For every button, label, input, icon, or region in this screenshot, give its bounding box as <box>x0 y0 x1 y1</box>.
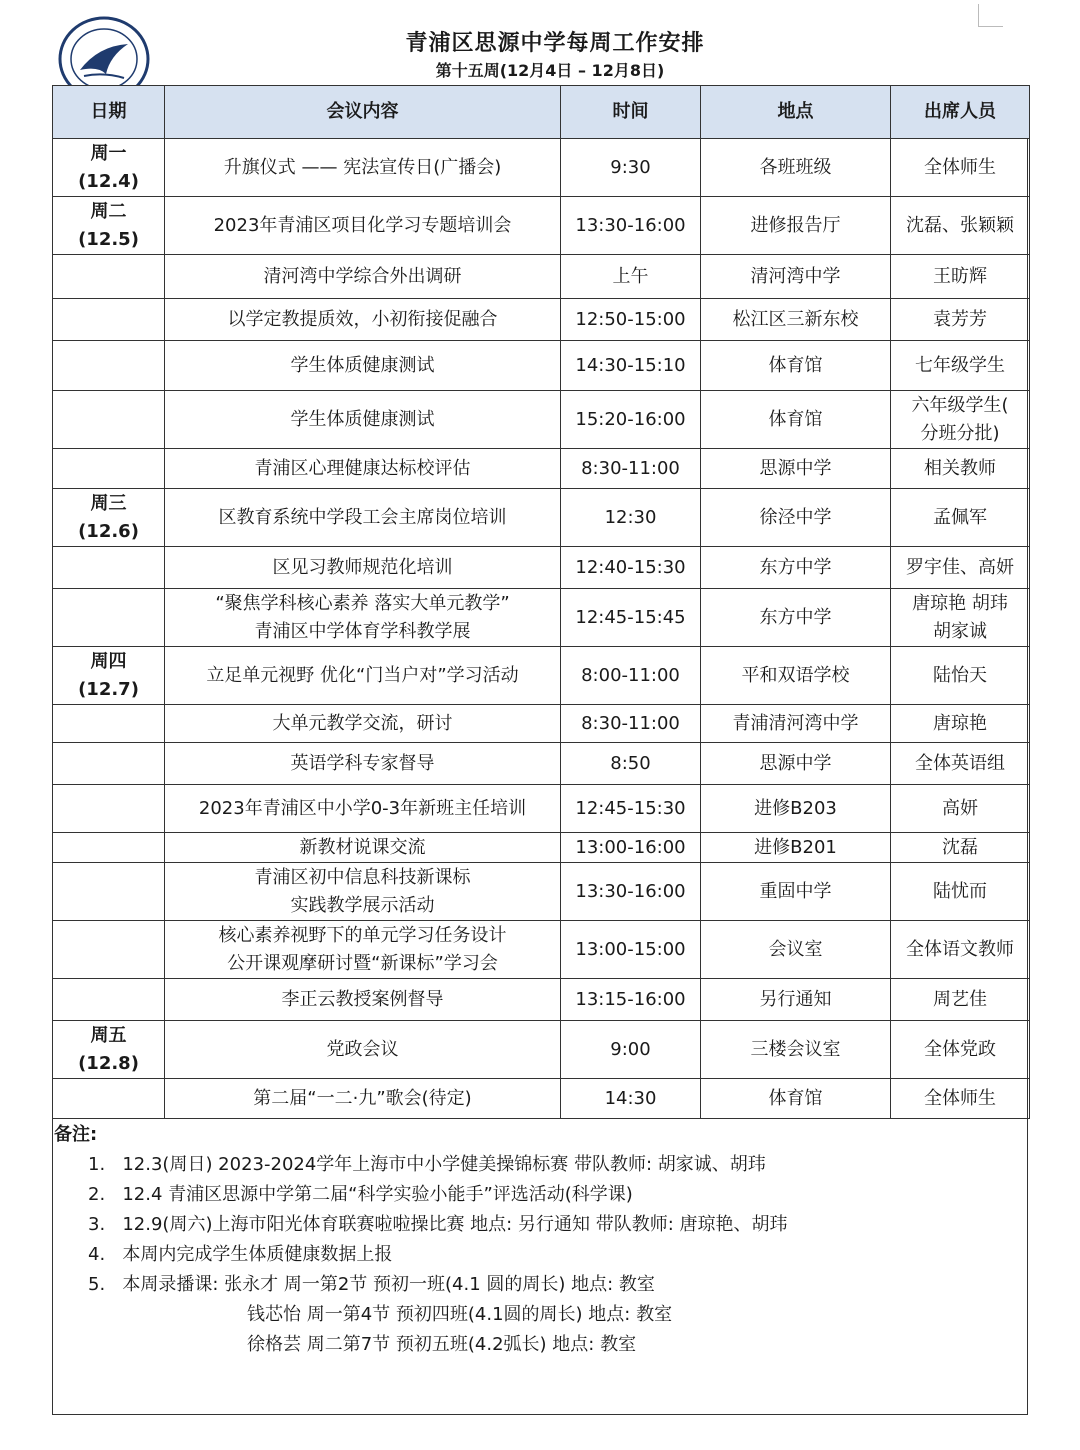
column-header-content: 会议内容 <box>165 86 561 139</box>
content-cell <box>165 391 561 449</box>
attendees-cell <box>891 921 1030 979</box>
place-cell <box>701 743 891 785</box>
meeting-time: 9:00 <box>610 1038 651 1060</box>
table-row <box>53 255 1030 299</box>
meeting-place: 平和双语学校 <box>741 664 850 686</box>
meeting-attendees: 沈磊、张颖颖 <box>906 214 1014 236</box>
meeting-content: 2023年青浦区中小学0-3年新班主任培训 <box>198 797 527 819</box>
table-row <box>53 449 1030 489</box>
meeting-place: 另行通知 <box>759 988 832 1010</box>
meeting-time: 8:50 <box>610 752 651 774</box>
meeting-content: “聚焦学科核心素养 落实大单元教学” <box>215 592 510 614</box>
place-cell <box>701 785 891 833</box>
meeting-attendees: 陆忧而 <box>933 880 987 902</box>
date-cell <box>53 489 165 547</box>
content-cell <box>165 197 561 255</box>
table-row <box>53 743 1030 785</box>
column-header-attendees: 出席人员 <box>891 86 1030 139</box>
date-label: (12.4) <box>78 170 139 192</box>
attendees-cell <box>891 489 1030 547</box>
meeting-attendees: 袁芳芳 <box>933 308 987 330</box>
date-cell <box>53 1021 165 1079</box>
table-row <box>53 299 1030 341</box>
meeting-time: 13:00-15:00 <box>575 938 686 960</box>
table-row <box>53 833 1030 863</box>
meeting-attendees: 相关教师 <box>924 457 996 479</box>
meeting-content-line2: 公开课观摩研讨暨“新课标”学习会 <box>227 952 498 974</box>
meeting-attendees: 全体英语组 <box>915 752 1005 774</box>
table-row <box>53 785 1030 833</box>
meeting-attendees-line2: 胡家诚 <box>933 620 987 642</box>
meeting-time: 13:30-16:00 <box>575 880 686 902</box>
note-item: 1. 12.3(周日) 2023-2024学年上海市中小学健美操锦标赛 带队教师: 胡家诚、胡玮 <box>88 1154 766 1175</box>
place-cell <box>701 197 891 255</box>
place-cell <box>701 833 891 863</box>
meeting-content: 青浦区心理健康达标校评估 <box>254 457 471 479</box>
meeting-content: 学生体质健康测试 <box>290 408 435 430</box>
meeting-attendees: 唐琼艳 <box>933 712 987 734</box>
meeting-place: 松江区三新东校 <box>732 308 859 330</box>
time-cell <box>561 197 701 255</box>
place-cell <box>701 705 891 743</box>
content-cell <box>165 341 561 391</box>
date-cell <box>53 589 165 647</box>
meeting-time: 12:50-15:00 <box>575 308 686 330</box>
table-row <box>53 979 1030 1021</box>
note-item: 3. 12.9(周六)上海市阳光体育联赛啦啦操比赛 地点: 另行通知 带队教师: 唐琼艳、胡玮 <box>88 1214 788 1235</box>
attendees-cell <box>891 139 1030 197</box>
content-cell <box>165 705 561 743</box>
meeting-place: 体育馆 <box>768 408 823 430</box>
time-cell <box>561 489 701 547</box>
place-cell <box>701 863 891 921</box>
date-cell <box>53 139 165 197</box>
meeting-time: 上午 <box>612 265 649 287</box>
table-row <box>53 341 1030 391</box>
date-cell <box>53 921 165 979</box>
time-cell <box>561 743 701 785</box>
column-header-place: 地点 <box>701 86 891 139</box>
place-cell <box>701 341 891 391</box>
content-cell <box>165 299 561 341</box>
content-cell <box>165 1021 561 1079</box>
meeting-content-line2: 实践教学展示活动 <box>290 894 435 916</box>
date-cell <box>53 979 165 1021</box>
content-cell <box>165 255 561 299</box>
table-row <box>53 547 1030 589</box>
meeting-place: 思源中学 <box>759 752 832 774</box>
table-row <box>53 589 1030 647</box>
meeting-attendees: 王昉辉 <box>933 265 987 287</box>
meeting-place: 东方中学 <box>759 556 832 578</box>
meeting-attendees: 全体语文教师 <box>906 938 1014 960</box>
date-cell <box>53 449 165 489</box>
notes-title: 备注: <box>54 1124 98 1145</box>
content-cell <box>165 785 561 833</box>
attendees-cell <box>891 647 1030 705</box>
date-cell <box>53 863 165 921</box>
note-item: 5. 本周录播课: 张永才 周一第2节 预初一班(4.1 圆的周长) 地点: 教室 <box>88 1274 655 1295</box>
meeting-content: 新教材说课交流 <box>299 836 426 858</box>
time-cell <box>561 341 701 391</box>
time-cell <box>561 547 701 589</box>
meeting-place: 思源中学 <box>759 457 832 479</box>
meeting-place: 体育馆 <box>768 1087 823 1109</box>
note-item: 4. 本周内完成学生体质健康数据上报 <box>88 1244 393 1265</box>
page-title: 青浦区思源中学每周工作安排 <box>405 31 705 56</box>
attendees-cell <box>891 255 1030 299</box>
attendees-cell <box>891 341 1030 391</box>
meeting-place: 各班班级 <box>759 156 832 178</box>
content-cell <box>165 647 561 705</box>
time-cell <box>561 921 701 979</box>
meeting-place: 清河湾中学 <box>750 265 841 287</box>
meeting-content: 青浦区初中信息科技新课标 <box>254 866 471 888</box>
schedule-body <box>53 139 1030 1119</box>
meeting-place: 体育馆 <box>768 354 823 376</box>
page-corner-mark <box>978 4 1003 27</box>
time-cell <box>561 449 701 489</box>
meeting-place: 进修B201 <box>754 836 837 858</box>
meeting-place: 进修B203 <box>754 797 837 819</box>
column-header-time: 时间 <box>561 86 701 139</box>
attendees-cell <box>891 1021 1030 1079</box>
meeting-attendees: 六年级学生( <box>911 394 1009 416</box>
meeting-place: 东方中学 <box>759 606 832 628</box>
place-cell <box>701 547 891 589</box>
content-cell <box>165 139 561 197</box>
table-row <box>53 197 1030 255</box>
place-cell <box>701 921 891 979</box>
meeting-time: 12:40-15:30 <box>575 556 686 578</box>
meeting-time: 9:30 <box>610 156 651 178</box>
meeting-time: 13:15-16:00 <box>575 988 686 1010</box>
attendees-cell <box>891 197 1030 255</box>
place-cell <box>701 391 891 449</box>
time-cell <box>561 589 701 647</box>
note-item: 2. 12.4 青浦区思源中学第二届“科学实验小能手”评选活动(科学课) <box>88 1184 633 1205</box>
time-cell <box>561 1079 701 1119</box>
content-cell <box>165 489 561 547</box>
meeting-attendees-line2: 分班分批) <box>920 422 1000 444</box>
meeting-content: 2023年青浦区项目化学习专题培训会 <box>213 214 512 236</box>
meeting-content: 区见习教师规范化培训 <box>272 556 453 578</box>
meeting-attendees: 周艺佳 <box>933 988 987 1010</box>
content-cell <box>165 1079 561 1119</box>
meeting-time: 12:45-15:45 <box>575 606 686 628</box>
time-cell <box>561 255 701 299</box>
time-cell <box>561 139 701 197</box>
date-cell <box>53 647 165 705</box>
place-cell <box>701 255 891 299</box>
schedule-table <box>52 85 1030 1119</box>
place-cell <box>701 979 891 1021</box>
meeting-content: 第二届“一二·九”歌会(待定) <box>253 1087 472 1109</box>
meeting-attendees: 沈磊 <box>942 836 978 858</box>
meeting-attendees: 陆怡天 <box>933 664 987 686</box>
meeting-place: 重固中学 <box>759 880 832 902</box>
meeting-attendees: 七年级学生 <box>915 354 1005 376</box>
content-cell <box>165 833 561 863</box>
weekday-label: 周三 <box>90 492 127 514</box>
meeting-content: 英语学科专家督导 <box>290 752 435 774</box>
page-subtitle: 第十五周(12月4日 – 12月8日) <box>435 61 665 80</box>
place-cell <box>701 1079 891 1119</box>
time-cell <box>561 1021 701 1079</box>
time-cell <box>561 979 701 1021</box>
content-cell <box>165 743 561 785</box>
place-cell <box>701 589 891 647</box>
attendees-cell <box>891 1079 1030 1119</box>
table-row <box>53 1079 1030 1119</box>
meeting-time: 14:30-15:10 <box>575 354 686 376</box>
attendees-cell <box>891 743 1030 785</box>
meeting-content: 区教育系统中学段工会主席岗位培训 <box>218 506 507 528</box>
table-row <box>53 921 1030 979</box>
meeting-attendees: 全体党政 <box>924 1038 996 1060</box>
date-label: (12.6) <box>78 520 139 542</box>
date-cell <box>53 341 165 391</box>
meeting-content: 党政会议 <box>326 1038 399 1060</box>
time-cell <box>561 705 701 743</box>
attendees-cell <box>891 833 1030 863</box>
table-row <box>53 705 1030 743</box>
meeting-attendees: 全体师生 <box>924 1087 996 1109</box>
table-row <box>53 863 1030 921</box>
time-cell <box>561 391 701 449</box>
date-cell <box>53 299 165 341</box>
content-cell <box>165 921 561 979</box>
attendees-cell <box>891 863 1030 921</box>
table-row <box>53 489 1030 547</box>
date-cell <box>53 547 165 589</box>
time-cell <box>561 647 701 705</box>
date-cell <box>53 705 165 743</box>
table-row <box>53 391 1030 449</box>
attendees-cell <box>891 547 1030 589</box>
date-cell <box>53 743 165 785</box>
meeting-time: 12:45-15:30 <box>575 797 686 819</box>
place-cell <box>701 299 891 341</box>
time-cell <box>561 863 701 921</box>
meeting-content: 升旗仪式 —— 宪法宣传日(广播会) <box>223 156 502 178</box>
meeting-content-line2: 青浦区中学体育学科教学展 <box>254 620 471 642</box>
note-item-continued: 徐格芸 周二第7节 预初五班(4.2弧长) 地点: 教室 <box>247 1334 637 1355</box>
weekday-label: 周二 <box>90 200 127 222</box>
date-cell <box>53 255 165 299</box>
time-cell <box>561 833 701 863</box>
time-cell <box>561 785 701 833</box>
attendees-cell <box>891 449 1030 489</box>
date-cell <box>53 197 165 255</box>
date-label: (12.8) <box>78 1052 139 1074</box>
meeting-attendees: 唐琼艳 胡玮 <box>912 592 1008 614</box>
date-cell <box>53 391 165 449</box>
column-header-date: 日期 <box>53 86 165 139</box>
content-cell <box>165 979 561 1021</box>
meeting-time: 14:30 <box>604 1087 657 1109</box>
place-cell <box>701 489 891 547</box>
meeting-time: 8:30-11:00 <box>581 712 680 734</box>
meeting-place: 进修报告厅 <box>750 214 841 236</box>
meeting-place: 会议室 <box>768 938 823 960</box>
attendees-cell <box>891 589 1030 647</box>
attendees-cell <box>891 785 1030 833</box>
table-header-row <box>53 86 1030 139</box>
meeting-attendees: 孟佩军 <box>933 506 987 528</box>
table-row <box>53 647 1030 705</box>
weekday-label: 周四 <box>90 650 127 672</box>
meeting-place: 三楼会议室 <box>750 1038 841 1060</box>
attendees-cell <box>891 705 1030 743</box>
date-label: (12.7) <box>78 678 139 700</box>
meeting-time: 13:00-16:00 <box>575 836 686 858</box>
attendees-cell <box>891 979 1030 1021</box>
meeting-time: 8:00-11:00 <box>581 664 680 686</box>
note-item-continued: 钱芯怡 周一第4节 预初四班(4.1圆的周长) 地点: 教室 <box>247 1304 673 1325</box>
place-cell <box>701 647 891 705</box>
place-cell <box>701 139 891 197</box>
weekday-label: 周一 <box>90 142 127 164</box>
meeting-attendees: 高妍 <box>942 797 978 819</box>
content-cell <box>165 449 561 489</box>
meeting-attendees: 罗宇佳、高妍 <box>906 556 1014 578</box>
meeting-content: 清河湾中学综合外出调研 <box>263 265 462 287</box>
content-cell <box>165 589 561 647</box>
meeting-time: 13:30-16:00 <box>575 214 686 236</box>
place-cell <box>701 1021 891 1079</box>
date-cell <box>53 785 165 833</box>
attendees-cell <box>891 299 1030 341</box>
meeting-place: 青浦清河湾中学 <box>732 712 859 734</box>
meeting-time: 8:30-11:00 <box>581 457 680 479</box>
date-cell <box>53 833 165 863</box>
content-cell <box>165 863 561 921</box>
meeting-place: 徐泾中学 <box>759 506 832 528</box>
meeting-attendees: 全体师生 <box>924 156 996 178</box>
meeting-content: 学生体质健康测试 <box>290 354 435 376</box>
date-cell <box>53 1079 165 1119</box>
attendees-cell <box>891 391 1030 449</box>
place-cell <box>701 449 891 489</box>
meeting-content: 大单元教学交流，研讨 <box>272 712 453 734</box>
time-cell <box>561 299 701 341</box>
table-row <box>53 1021 1030 1079</box>
content-cell <box>165 547 561 589</box>
meeting-content: 核心素养视野下的单元学习任务设计 <box>218 924 507 946</box>
meeting-time: 12:30 <box>604 506 657 528</box>
meeting-time: 15:20-16:00 <box>575 408 686 430</box>
weekday-label: 周五 <box>90 1024 127 1046</box>
meeting-content: 李正云教授案例督导 <box>281 988 444 1010</box>
table-row <box>53 139 1030 197</box>
meeting-content: 立足单元视野 优化“门当户对”学习活动 <box>206 664 519 686</box>
meeting-content: 以学定教提质效，小初衔接促融合 <box>227 308 498 330</box>
date-label: (12.5) <box>78 228 139 250</box>
